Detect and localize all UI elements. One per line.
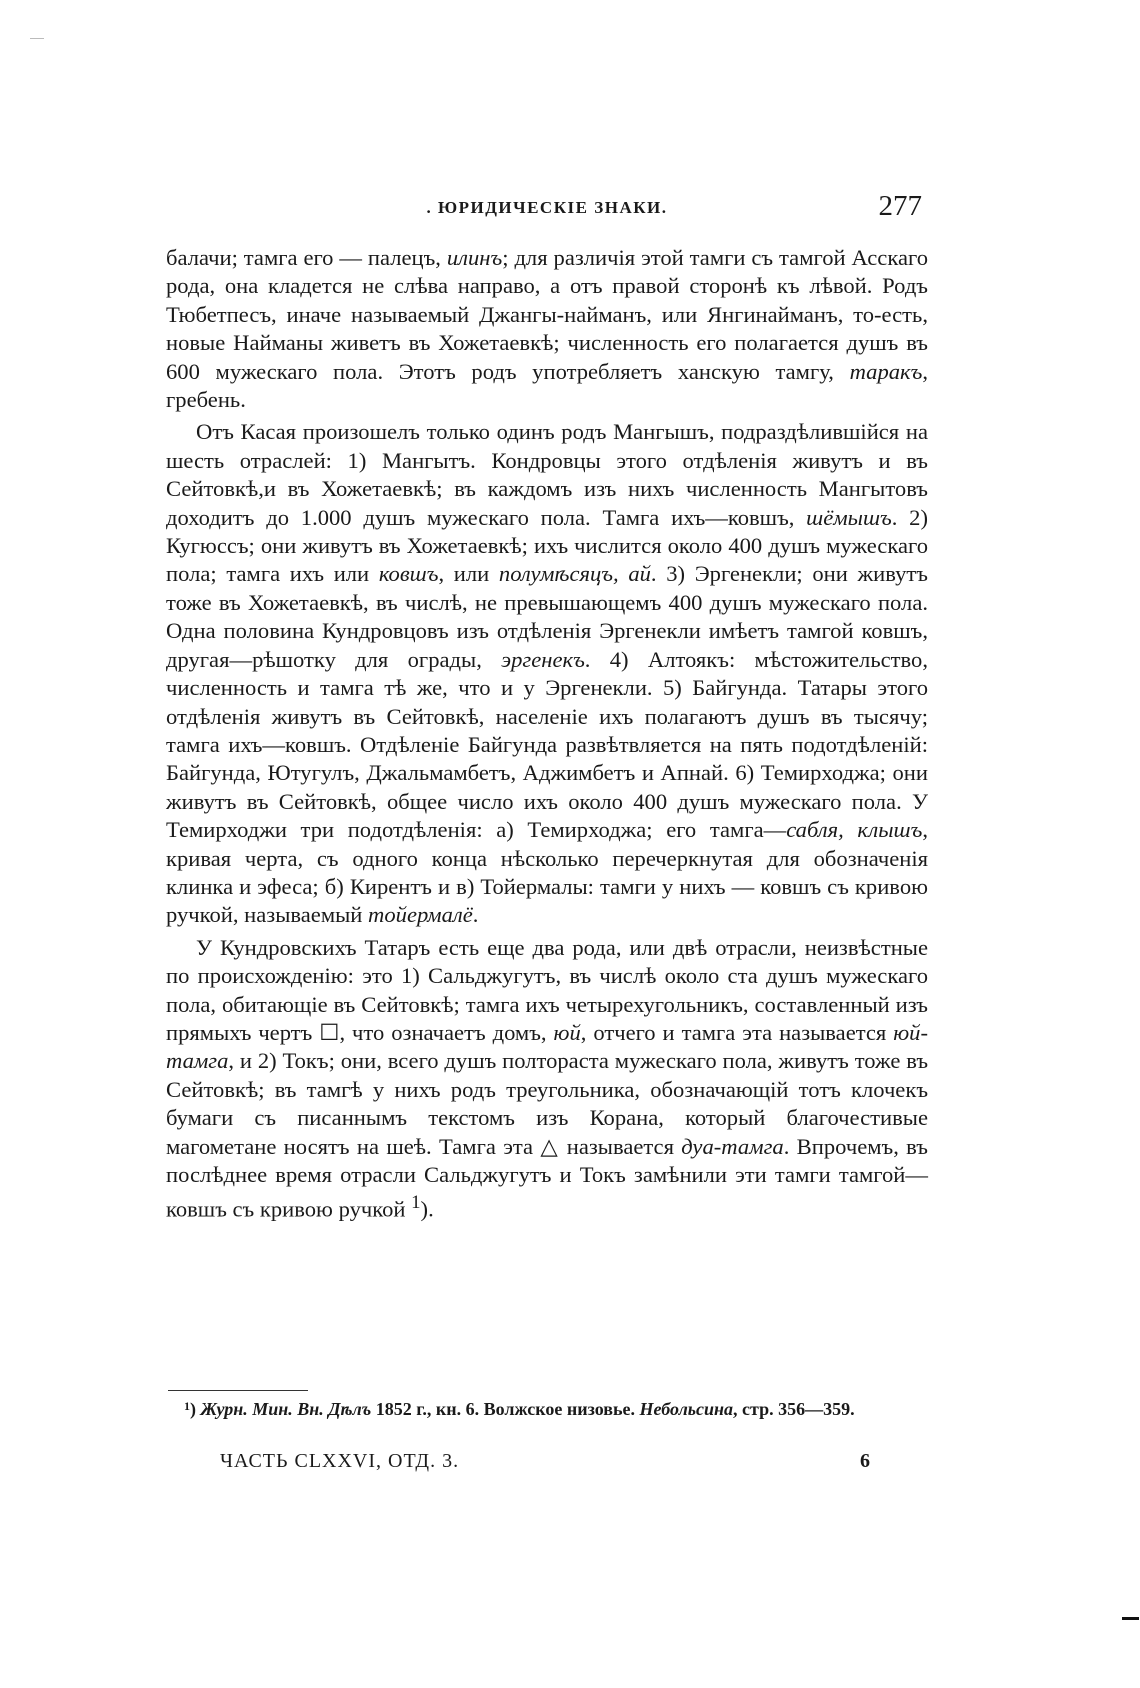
scan-edge-mark	[1122, 1617, 1139, 1620]
italic-term: полумѣсяцъ, ай	[498, 561, 651, 587]
text-run: , гребень.	[166, 358, 928, 413]
page-number: 277	[878, 190, 922, 222]
footnote	[166, 1394, 928, 1421]
text-run: , и 2) Токъ; они, всего душъ полтораста мужескаго пола, живутъ тоже въ Сейтовкѣ; въ тамгѣ у нихъ родъ треугольника, обозначающій тотъ клочекъ бумаги съ писаннымъ текстомъ изъ Корана, который благочестивые магометане носятъ на шеѣ. Тамга эта	[166, 1048, 928, 1159]
text-run: балачи; тамга его — палецъ,	[166, 245, 447, 270]
main-text	[166, 244, 928, 1224]
italic-term: юй	[553, 1019, 581, 1045]
paragraph-3	[166, 934, 928, 1225]
italic-term: таракъ	[849, 358, 923, 384]
scan-corner-mark	[30, 38, 44, 39]
text-run: .	[472, 902, 479, 928]
text-run: У Кундровскихъ Татаръ есть еще два рода, или двѣ отрасли, неизвѣстные по происхожденію: это 1) Сальджугутъ, въ числѣ около ста душъ мужескаго пола, обитающіе въ Сейтовкѣ; тамга ихъ четырехугольникъ, составленный изъ прямыхъ чертъ	[166, 934, 928, 1045]
triangle-tamga-symbol: △	[540, 1133, 560, 1159]
footnote-marker: 1	[184, 1399, 190, 1413]
italic-term: дуа-тамга	[681, 1133, 784, 1159]
text-run: . Впрочемъ, въ послѣднее время отрасли Сальджугутъ и Токъ замѣнили эти тамги тамгой—ковшъ съ кривою ручкой	[166, 1133, 928, 1222]
text-run: , что означаетъ домъ,	[339, 1019, 554, 1045]
text-run: . 4) Алтоякъ: мѣстожительство, численность и тамга тѣ же, что и у Эргенекли. 5) Байгунда. Татары этого отдѣленія живутъ въ Сейтовкѣ, населеніе ихъ полагаютъ душъ въ тысячу; тамга ихъ—ковшъ. Отдѣленіе Байгунда развѣтвляется на пять подотдѣленій: Байгунда, Ютугулъ, Джальмамбетъ, Аджимбетъ и Апнай. 6) Темирходжа; они живутъ въ Сейтовкѣ, общее число ихъ около 400 душъ мужескаго пола. У Темирходжи три подотдѣленія: а) Темирходжа; его тамга—	[166, 646, 928, 843]
text-run: , отчего и тамга эта называется	[580, 1019, 894, 1045]
page-header	[166, 190, 928, 230]
text-run: . 3) Эргенекли; они живутъ тоже въ Хожетаевкѣ, въ числѣ, не превышающемъ 400 душъ мужескаго пола. Одна половина Кундровцовъ изъ отдѣленія Эргенекли имѣетъ тамгой ковшъ, другая—рѣшотку для ограды,	[166, 561, 928, 672]
italic-term: ковшъ	[378, 561, 439, 587]
text-run: . 2) Кугюссъ; они живутъ въ Хожетаевкѣ; ихъ числится около 400 душъ мужескаго пола; тамга ихъ или	[166, 504, 928, 587]
signature-part: ЧАСТЬ CLXXVI, ОТД. 3.	[220, 1450, 460, 1472]
running-head: . ЮРИДИЧЕСКІЕ ЗНАКИ.	[426, 198, 668, 217]
italic-term: сабля, клышъ	[786, 817, 923, 843]
footnote-text	[166, 1394, 928, 1421]
italic-term: тойермалё	[368, 902, 473, 928]
text-run: Отъ Касая произошелъ только одинъ родъ Мангышъ, подраздѣлившійся на шесть отраслей: 1) Мангытъ. Кондровцы этого отдѣленія живутъ и въ Сейтовкѣ,и въ Хожетаевкѣ; въ каждомъ изъ нихъ численность Мангытовъ доходитъ до 1.000 душъ мужескаго пола. Тамга ихъ—ковшъ,	[166, 419, 928, 530]
text-run: , кривая черта, съ одного конца нѣсколько перечеркнутая для обозначенія клинка и эфеса; б) Кирентъ и в) Тойермалы: тамги у нихъ — ковшъ съ кривою ручкой, называемый	[166, 817, 928, 928]
text-run: , стр. 356—359.	[733, 1399, 855, 1419]
text-run: , или	[438, 561, 499, 587]
footnote-journal: Журн. Мин. Вн. Дѣлъ	[200, 1399, 372, 1419]
text-run: называется	[559, 1133, 682, 1159]
footnote-rule	[168, 1390, 308, 1391]
text-run: ; для различія этой тамги съ тамгой Асскаго рода, она кладется не слѣва направо, а отъ правой сторонѣ къ лѣвой. Родъ Тюбетпесъ, иначе называемый Джангы-найманъ, или Янгинайманъ, то-есть, новые Найманы живетъ въ Хожетаевкѣ; численность его полагается душъ въ 600 мужескаго пола. Этотъ родъ употребляетъ ханскую тамгу,	[166, 245, 928, 384]
footnote-author: Небольсина	[639, 1399, 734, 1419]
italic-term: шёмышъ	[806, 504, 892, 530]
footnote-reference[interactable]: 1	[411, 1192, 421, 1214]
italic-term: юй-тамга	[166, 1019, 929, 1074]
signature-number: 6	[860, 1450, 870, 1472]
text-run: 1852 г., кн. 6. Волжское низовье.	[371, 1399, 640, 1419]
text-run: ).	[420, 1196, 434, 1222]
text-run: )	[190, 1399, 201, 1419]
italic-term: илинъ	[446, 245, 503, 270]
square-tamga-symbol: ☐	[319, 1019, 340, 1045]
paragraph-2	[166, 418, 928, 929]
italic-term: эргенекъ	[501, 646, 585, 672]
paragraph-1	[166, 244, 928, 414]
